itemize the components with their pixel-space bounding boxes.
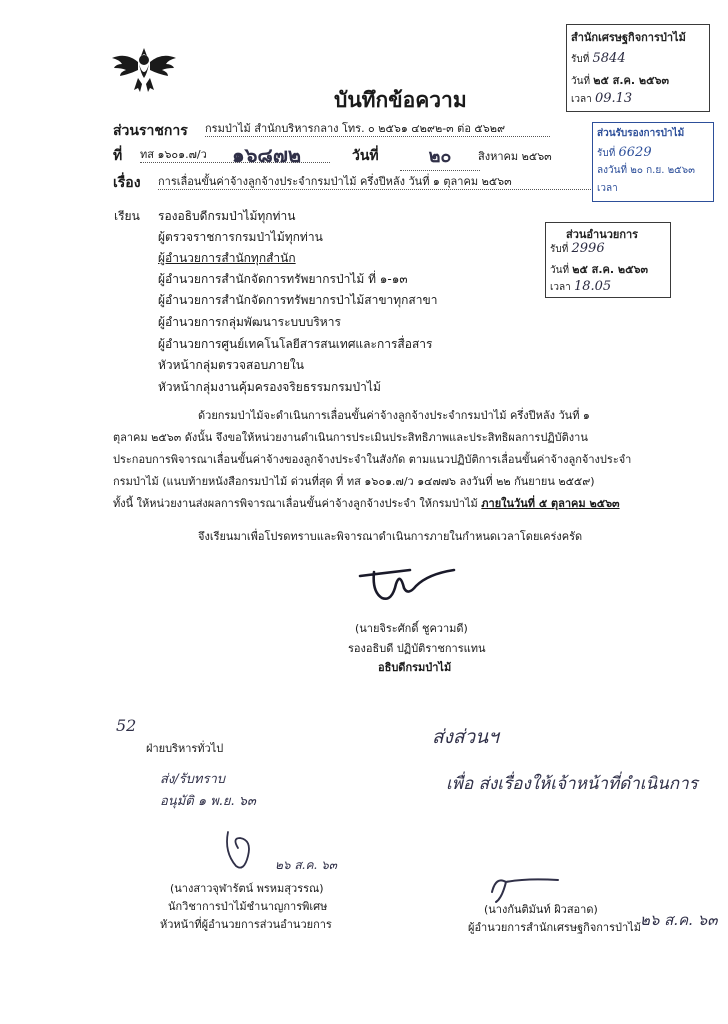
recipient-line: ผู้ตรวจราชการกรมป่าไม้ทุกท่าน [158, 230, 323, 244]
ref-number-handwritten: ๑๖๘๗๒ [232, 143, 302, 167]
stamp-date-label: วันที่ [550, 265, 570, 276]
recipient-line: ผู้อำนวยการศูนย์เทคโนโลยีสารสนเทศและการสื่อสาร [158, 337, 433, 351]
recipient-line: ผู้อำนวยการสำนักทุกสำนัก [158, 251, 296, 265]
subject-value: การเลื่อนขั้นค่าจ้างลูกจ้างประจำกรมป่าไม้ ครึ่งปีหลัง วันที่ ๑ ตุลาคม ๒๕๖๓ [158, 175, 603, 190]
handwritten-number: 52 [116, 716, 137, 735]
officer-position-2: หัวหน้าที่ผู้อำนวยการส่วนอำนวยการ [160, 918, 332, 931]
stamp-time-label: เวลา [571, 94, 592, 105]
unit-label: ฝ่ายบริหารทั่วไป [146, 742, 224, 755]
date-day-handwritten: ๒๐ [400, 141, 480, 171]
stamp-date-label: วันที่ [571, 76, 591, 87]
stamp-date-row [597, 163, 695, 178]
stamp-recv-label: รับที่ [571, 54, 590, 65]
ref-value: ทส ๑๖๐๑.๗/ว [140, 148, 330, 163]
body-line [113, 497, 620, 511]
date-label: วันที่ [352, 148, 379, 164]
ref-label: ที่ [113, 148, 123, 164]
stamp-time-row [550, 279, 611, 295]
stamp-recv-row [550, 241, 605, 257]
signatory-position: รองอธิบดี ปฏิบัติราชการแทน [348, 642, 486, 655]
stamp-date-value: ๒๐ ก.ย. ๒๕๖๓ [630, 165, 695, 176]
agency-value: กรมป่าไม้ สำนักบริหารกลาง โทร. ๐ ๒๕๖๑ ๔๒๙๒-๓ ต่อ ๕๖๒๙ [205, 122, 550, 137]
signature-scribble [352, 562, 462, 612]
stamp-recv-row [597, 145, 652, 161]
recipient-line: หัวหน้ากลุ่มตรวจสอบภายใน [158, 358, 304, 372]
officer-position: นักวิชาการป่าไม้ชำนาญการพิเศษ [168, 900, 328, 913]
deadline-text: ภายในวันที่ ๕ ตุลาคม ๒๕๖๓ [481, 497, 620, 510]
handwritten-date: ๒๖ ส.ค. ๖๓ [640, 911, 718, 929]
body-line: กรมป่าไม้ (แนบท้ายหนังสือกรมป่าไม้ ด่วนที่สุด ที่ ทส ๑๖๐๑.๗/ว ๑๔๗๗๖ ลงวันที่ ๒๒ กันยายน ๒๕๕๙) [113, 475, 595, 488]
recipient-line: ผู้อำนวยการสำนักจัดการทรัพยากรป่าไม้สาขาทุกสาขา [158, 293, 438, 307]
receipt-stamp-director [545, 222, 671, 298]
stamp-time-row [597, 181, 618, 196]
director-name: (นางกันติมันท์ ผิวสอาด) [484, 903, 598, 916]
stamp-date-label: ลงวันที่ [597, 165, 628, 176]
stamp-time-value: 09.13 [594, 91, 633, 106]
receipt-stamp-blue [592, 122, 714, 202]
stamp-recv-row [571, 51, 626, 67]
stamp-date-value: ๒๕ ส.ค. ๒๕๖๓ [593, 74, 669, 87]
stamp-date-row [550, 260, 648, 278]
garuda-emblem [108, 44, 180, 94]
subject-label: เรื่อง [113, 175, 141, 191]
stamp-recv-label: รับที่ [597, 148, 616, 159]
stamp-recv-label: รับที่ [550, 244, 569, 255]
recipient-line: หัวหน้ากลุ่มงานคุ้มครองจริยธรรมกรมป่าไม้ [158, 380, 381, 394]
recipients-prefix: เรียน [114, 209, 140, 223]
handwritten-date: ๒๖ ส.ค. ๖๓ [275, 858, 337, 872]
handwritten-note: เพื่อ ส่งเรื่องให้เจ้าหน้าที่ดำเนินการ [446, 774, 698, 794]
stamp-recv-value: 2996 [571, 241, 605, 256]
handwritten-note: ส่งส่วนฯ [432, 726, 499, 748]
initials-scribble [218, 826, 282, 874]
stamp-title: ส่วนอำนวยการ [566, 228, 639, 241]
closing-line: จึงเรียนมาเพื่อโปรดทราบและพิจารณาดำเนินการภายในกำหนดเวลาโดยเคร่งครัด [198, 530, 583, 543]
body-text: ทั้งนี้ ให้หน่วยงานส่งผลการพิจารณาเลื่อนขั้นค่าจ้างลูกจ้างประจำ ให้กรมป่าไม้ [113, 497, 478, 510]
stamp-date-row [571, 71, 669, 89]
officer-name: (นางสาวจุฬารัตน์ พรหมสุวรรณ) [170, 882, 324, 895]
handwritten-note: ส่ง/รับทราบ [160, 772, 225, 787]
stamp-time-value: 18.05 [573, 279, 612, 294]
stamp-recv-value: 5844 [592, 51, 626, 66]
stamp-title: ส่วนรับรองการป่าไม้ [597, 128, 685, 139]
body-line: ตุลาคม ๒๕๖๓ ดังนั้น จึงขอให้หน่วยงานดำเนินการประเมินประสิทธิภาพและประสิทธิผลการปฏิบัติงาน [113, 431, 588, 444]
receipt-stamp-economy [566, 24, 710, 112]
stamp-time-label: เวลา [550, 282, 571, 293]
stamp-time-row [571, 91, 632, 107]
director-position: ผู้อำนวยการสำนักเศรษฐกิจการป่าไม้ [468, 921, 641, 934]
agency-label: ส่วนราชการ [113, 123, 188, 139]
signatory-name: (นายจิระศักดิ์ ชูความดี) [355, 622, 468, 635]
recipient-line: ผู้อำนวยการสำนักจัดการทรัพยากรป่าไม้ ที่ ๑-๑๓ [158, 272, 408, 286]
recipient-line: รองอธิบดีกรมป่าไม้ทุกท่าน [158, 209, 296, 223]
date-month-year: สิงหาคม ๒๕๖๓ [478, 150, 552, 163]
page-title: บันทึกข้อความ [334, 88, 467, 112]
signatory-position-2: อธิบดีกรมป่าไม้ [378, 661, 452, 674]
stamp-title: สำนักเศรษฐกิจการป่าไม้ [571, 31, 686, 44]
stamp-date-value: ๒๕ ส.ค. ๒๕๖๓ [572, 263, 648, 276]
handwritten-note: อนุมัติ ๑ พ.ย. ๖๓ [160, 794, 256, 809]
body-line: ด้วยกรมป่าไม้จะดำเนินการเลื่อนขั้นค่าจ้างลูกจ้างประจำกรมป่าไม้ ครึ่งปีหลัง วันที่ ๑ [198, 409, 590, 422]
stamp-time-label: เวลา [597, 183, 618, 194]
stamp-recv-value: 6629 [618, 145, 652, 160]
recipient-line: ผู้อำนวยการกลุ่มพัฒนาระบบบริหาร [158, 315, 341, 329]
body-line: ประกอบการพิจารณาเลื่อนขั้นค่าจ้างของลูกจ้างประจำในสังกัด ตามแนวปฏิบัติการเลื่อนขั้นค่าจ้างลูกจ้างประจำ [113, 453, 632, 466]
